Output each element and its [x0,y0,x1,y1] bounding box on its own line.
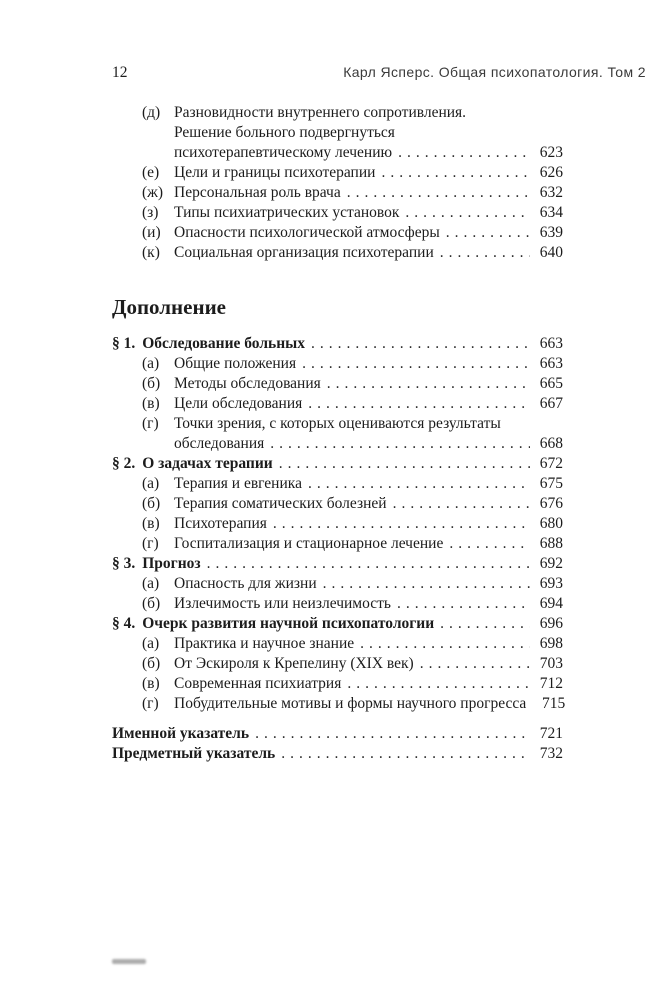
dot-leader [255,724,530,744]
toc-entry-line [142,143,563,163]
toc-entry-label: (г) [142,535,159,552]
dot-leader [440,243,530,263]
toc-entry-label: (ж) [142,184,164,201]
toc-entry [112,554,563,574]
dot-leader [279,454,530,474]
toc-entry-label: (в) [142,515,160,532]
dot-leader [302,354,530,374]
toc-index-list [112,724,563,764]
dot-leader [270,434,530,454]
toc-top-list [112,103,563,263]
toc-entry [112,494,563,514]
toc-entry-title: Разновидности внутреннего сопротивления. [174,104,467,121]
dot-leader [281,744,530,764]
toc-entry-page: 680 [539,515,563,532]
toc-entry [112,674,563,694]
toc-entry-title: Социальная организация психотерапии [174,244,434,261]
toc-entry-label: (г) [142,695,159,712]
toc-entry-page: 634 [539,204,563,221]
toc-entry [112,724,563,744]
dot-leader [347,183,530,203]
dot-leader [311,334,530,354]
toc-entry-label: (б) [142,655,161,672]
toc-entry-title: психотерапевтическому лечению [174,144,393,161]
toc-entry-label: (а) [142,475,160,492]
toc-entry-title: Типы психиатрических установок [174,204,400,221]
toc-entry [112,334,563,354]
toc-entry-line [142,534,563,554]
toc-entry-title: Излечимость или неизлечимость [174,595,391,612]
toc-entry-title: Общие положения [174,355,297,372]
toc-entry-page: 639 [539,224,563,241]
toc-entry-line [142,474,563,494]
toc-entry-title: Методы обследования [174,375,321,392]
toc-entry-page: 675 [539,475,563,492]
toc-entry [112,614,563,634]
toc-entry-line [142,674,563,694]
dot-leader [420,654,530,674]
toc-entry-page: 623 [539,144,563,161]
toc-entry-label: (б) [142,595,161,612]
dot-leader [347,674,530,694]
toc-entry-line [142,414,563,434]
dot-leader [360,634,530,654]
toc-entry-title: Обследование больных [142,335,306,352]
toc-entry-line [112,554,563,574]
toc-entry-page: 632 [539,184,563,201]
toc-entry-page: 640 [539,244,563,261]
toc-entry-line [142,574,563,594]
toc-entry-page: 667 [539,395,563,412]
toc-entry [112,654,563,674]
toc-entry-line [142,514,563,534]
toc-entry-label: (к) [142,244,160,261]
dot-leader [381,163,530,183]
scan-artifact [112,959,146,964]
toc-entry-page: 732 [539,745,563,762]
toc-entry-line [142,103,563,123]
toc-entry-line [142,654,563,674]
toc-entry [112,534,563,554]
toc-entry [112,394,563,414]
toc-entry-title: Практика и научное знание [174,635,355,652]
toc-entry-title: Опасность для жизни [174,575,317,592]
toc-entry-line [112,724,563,744]
toc-entry [112,183,563,203]
toc-entry-label: (е) [142,164,160,181]
toc-entry [112,103,563,163]
toc-entry-title: Прогноз [142,555,201,572]
dot-leader [273,514,530,534]
toc-entry-label: § 1. [112,335,136,352]
toc-entry-line [112,454,563,474]
toc-entry [112,374,563,394]
toc-entry-label: (и) [142,224,161,241]
toc-entry-page: 694 [539,595,563,612]
toc-entry-label: § 3. [112,555,136,572]
toc-entry-title: Решение больного подвергнуться [174,124,395,141]
toc-entry-line [142,243,563,263]
toc-entry [112,223,563,243]
toc-entry-title: Персональная роль врача [174,184,341,201]
dot-leader [207,554,530,574]
toc-entry-title: Госпитализация и стационарное лечение [174,535,444,552]
toc-entry-page: 663 [539,355,563,372]
toc-entry-line [142,434,563,454]
toc-entry-line [142,223,563,243]
toc-entry-line [142,163,563,183]
toc-entry-title: Опасности психологической атмосферы [174,224,440,241]
toc-entry [112,243,563,263]
dot-leader [323,574,530,594]
toc-entry-page: 626 [539,164,563,181]
toc-entry [112,203,563,223]
toc-entry-label: (д) [142,104,161,121]
dot-leader [440,614,530,634]
toc-entry-title: Терапия соматических болезней [174,495,387,512]
toc-entry-label: (з) [142,204,159,221]
toc-entry-line [142,394,563,414]
dot-leader [398,143,530,163]
toc-entry-page: 712 [539,675,563,692]
toc-entry-title: Побудительные мотивы и формы научного прогресса [174,695,527,712]
toc-entry-line [142,634,563,654]
toc-entry [112,354,563,374]
toc-entry-label: (в) [142,395,160,412]
toc-entry-page: 672 [539,455,563,472]
dot-leader [327,374,530,394]
toc-entry-label: (а) [142,635,160,652]
toc-entry-page: 698 [539,635,563,652]
toc-entry-title: От Эскироля к Крепелину (XIX век) [174,655,414,672]
toc-entry-line [112,744,563,764]
toc-entry-title: Предметный указатель [112,745,276,762]
toc-entry [112,514,563,534]
toc-entry-page: 696 [539,615,563,632]
toc-entry [112,594,563,614]
toc-entry-page: 692 [539,555,563,572]
toc-entry-page: 693 [539,575,563,592]
toc-entry-line [142,594,563,614]
toc-entry-title: О задачах терапии [142,455,273,472]
toc-entry-label: (б) [142,375,161,392]
dot-leader [397,594,530,614]
dot-leader [393,494,530,514]
toc-entry-title: Очерк развития научной психопатологии [142,615,435,632]
page-header [0,0,660,82]
toc-entry-line [142,203,563,223]
toc-entry-label: § 4. [112,615,136,632]
toc-entry-page: 688 [539,535,563,552]
toc-entry-label: § 2. [112,455,136,472]
toc-main-list [112,334,566,714]
toc-entry [112,414,563,454]
toc-entry-label: (б) [142,495,161,512]
toc-entry-line [142,183,563,203]
toc-entry [112,694,566,714]
toc-entry [112,634,563,654]
section-heading: Дополнение [112,295,226,319]
toc-entry-title: Точки зрения, с которых оцениваются результаты [174,415,501,432]
page-number: 12 [112,64,128,81]
toc-entry-title: Цели обследования [174,395,303,412]
toc-entry [112,454,563,474]
toc-entry-page: 721 [539,725,563,742]
toc-entry-page: 703 [539,655,563,672]
toc-entry-line [112,614,563,634]
toc-entry-title: Современная психиатрия [174,675,342,692]
toc-entry-line [142,494,563,514]
toc-entry-title: Цели и границы психотерапии [174,164,376,181]
toc-entry [112,574,563,594]
running-title: Карл Ясперс. Общая психопатология. Том 2 [343,64,646,80]
dot-leader [308,474,530,494]
dot-leader [449,534,530,554]
toc-entry-title: Терапия и евгеника [174,475,302,492]
toc-entry-line [142,374,563,394]
toc-entry-label: (а) [142,355,160,372]
dot-leader [446,223,530,243]
toc-entry-line [142,354,563,374]
dot-leader [405,203,530,223]
toc-entry-page: 668 [539,435,563,452]
toc-entry-page: 663 [539,335,563,352]
toc-entry-title: Именной указатель [112,725,250,742]
toc-entry [112,163,563,183]
toc-entry-label: (а) [142,575,160,592]
toc-entry [112,474,563,494]
toc-entry-title: Психотерапия [174,515,267,532]
toc-entry-line [112,334,563,354]
toc-entry-label: (г) [142,415,159,432]
toc-entry-line [142,694,566,714]
toc-entry-page: 715 [542,695,566,712]
toc-entry-page: 665 [539,375,563,392]
toc-entry-label: (в) [142,675,160,692]
toc-entry-page: 676 [539,495,563,512]
toc-entry-title: обследования [174,435,265,452]
toc-entry [112,744,563,764]
toc-content [0,82,660,764]
dot-leader [308,394,530,414]
toc-entry-line [142,123,563,143]
